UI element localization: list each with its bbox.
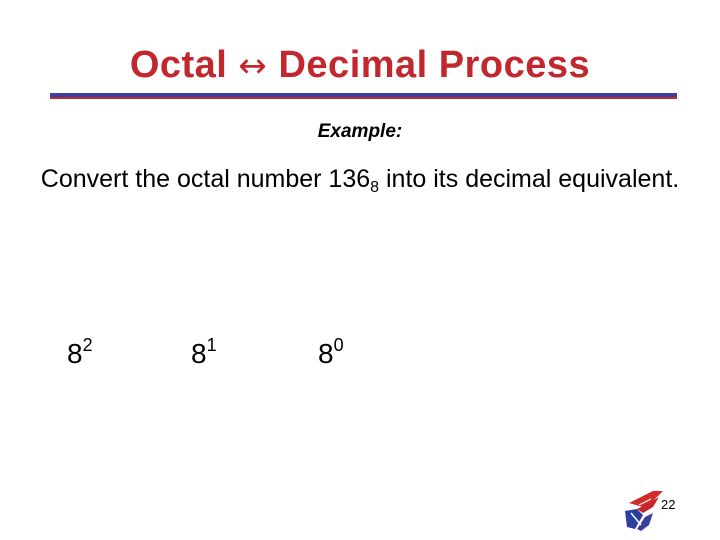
bidirectional-arrow-icon: ↔: [238, 46, 268, 86]
title-underline-red: [50, 97, 677, 99]
power-term: [67, 335, 93, 370]
power-exponent: 2: [82, 335, 93, 355]
power-exponent: 1: [206, 335, 217, 355]
problem-statement: [40, 163, 680, 196]
example-label: Example:: [317, 121, 403, 142]
problem-text-after: into its decimal equivalent.: [379, 165, 680, 193]
problem-text-before: Convert the octal number 136: [40, 165, 371, 193]
title-right: Decimal Process: [278, 44, 591, 86]
slide-title: [0, 44, 720, 87]
power-exponent: 0: [333, 335, 344, 355]
title-left: Octal: [129, 44, 228, 86]
page-number: 22: [661, 497, 676, 512]
power-base: 8: [318, 338, 334, 369]
power-base: 8: [191, 338, 207, 369]
power-base: 8: [67, 338, 83, 369]
power-term: [191, 335, 217, 370]
logo-icon: [623, 489, 665, 531]
power-term: [318, 335, 344, 370]
problem-base-subscript: 8: [370, 179, 380, 196]
